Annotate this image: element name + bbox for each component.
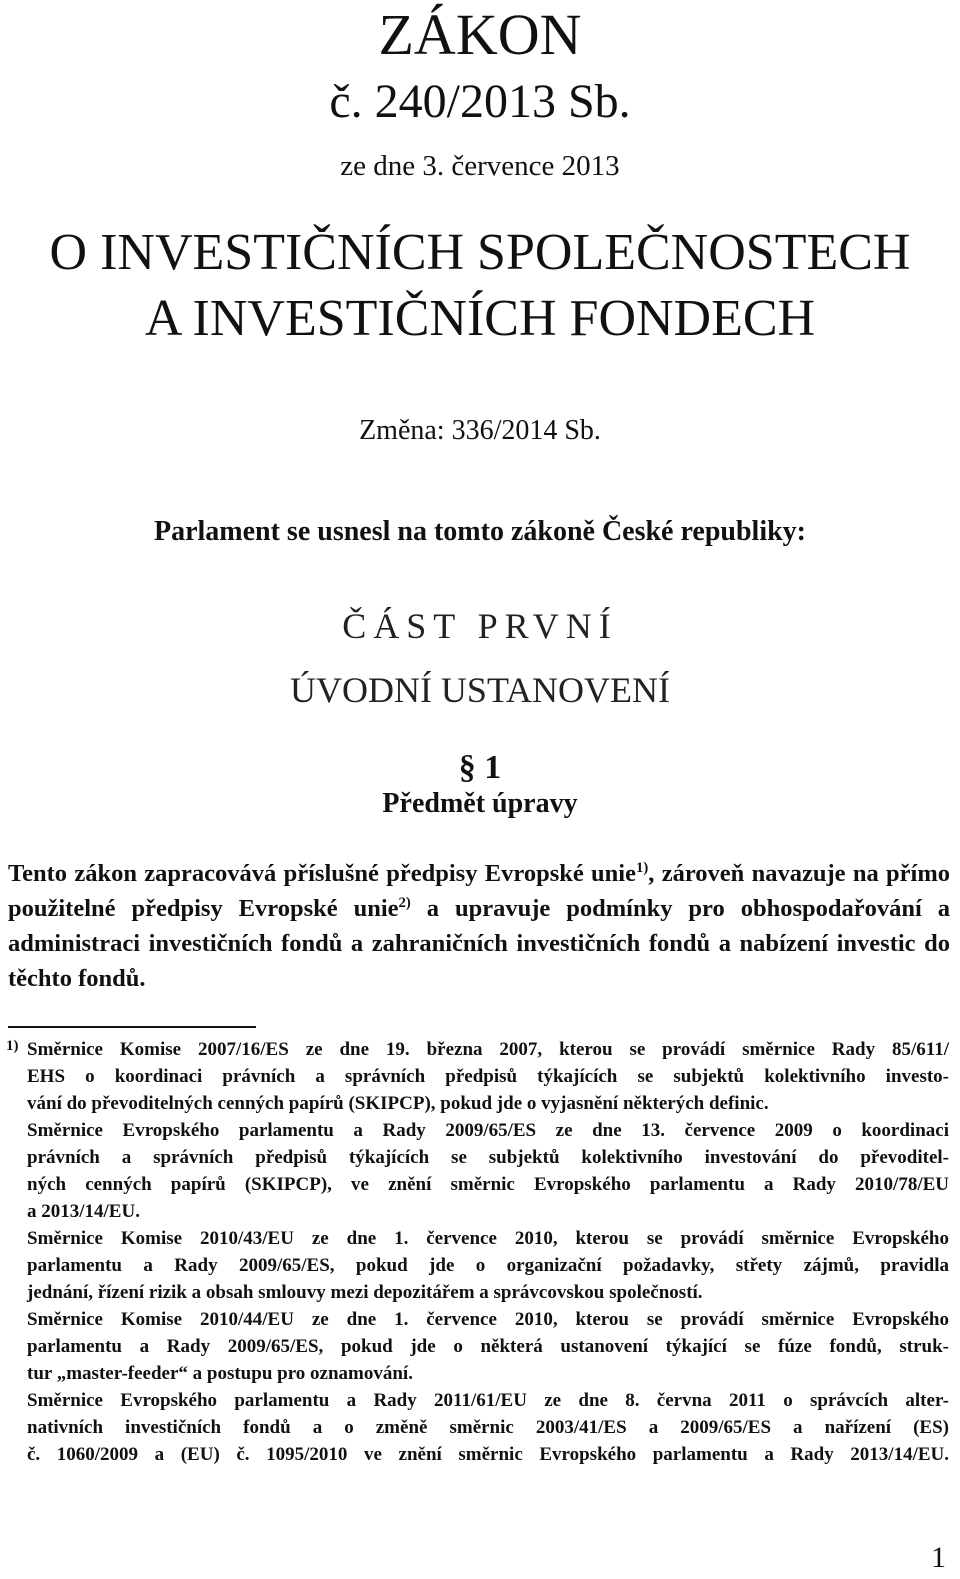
law-heading: ZÁKON [378,2,582,67]
section-title: Předmět úpravy [382,788,578,819]
law-number: č. 240/2013 Sb. [329,75,631,128]
footnote-line: Směrnice Komise 2010/43/EU ze dne 1. července 2010, kterou se provádí směrnice Evropského [27,1228,949,1249]
law-title-line-2: A INVESTIČNÍCH FONDECH [144,290,816,347]
section-body-text-3: a upravuje podmínky pro obhospodařování a administraci investičních fondů a zahraničních investičních fondů a nabízení investic do těchto fondů. [8,895,951,992]
amendment-note: Změna: 336/2014 Sb. [359,415,601,446]
law-title [0,220,960,352]
footnote-line: a 2013/14/EU. [27,1201,140,1222]
footnote-line: vání do převoditelných cenných papírů (SKIPCP), pokud jde o vyjasnění některých definic. [27,1093,769,1114]
section-body-text-2: , zároveň navazuje na přímo použitelné předpisy Evropské unie [8,860,950,922]
footnote-line: parlamentu a Rady 2009/65/ES, pokud jde o organizační požadavky, střety zájmů, pravidla [27,1255,949,1276]
footnote-line: nativních investičních fondů a o změně směrnic 2003/41/ES a 2009/65/ES a nařízení (ES) [27,1417,949,1438]
footnote-line: EHS o koordinaci právních a správních předpisů týkajících se subjektů kolektivního investo- [27,1066,949,1087]
section-number: § 1 [458,749,502,786]
law-title-line-1: O INVESTIČNÍCH SPOLEČNOSTECH [49,224,911,281]
footnote-ref-2: 2) [398,894,411,911]
part-name: ÚVODNÍ USTANOVENÍ [289,670,671,710]
footnote-line: ných cenných papírů (SKIPCP), ve znění směrnic Evropského parlamentu a Rady 2010/78/EU [27,1174,949,1195]
footnote-line: Směrnice Evropského parlamentu a Rady 2011/61/EU ze dne 8. června 2011 o správcích alter- [27,1390,949,1411]
footnote-block [27,1036,949,1468]
section-body-text-1: Tento zákon zapracovává příslušné předpisy Evropské unie [8,860,636,887]
footnote-line: Směrnice Komise 2007/16/ES ze dne 19. března 2007, kterou se provádí směrnice Rady 85/611/ [27,1039,949,1060]
section-body [8,856,950,996]
footnote-mark: 1) [6,1038,19,1054]
footnote-divider [8,1026,256,1028]
footnote-ref-1: 1) [636,859,649,876]
law-date: ze dne 3. července 2013 [340,150,620,182]
footnote-line: parlamentu a Rady 2009/65/ES, pokud jde o některá ustanovení týkající se fúze fondů, struk- [27,1336,949,1357]
footnote-line: jednání, řízení rizik a obsah smlouvy mezi depozitářem a správcovskou společností. [27,1282,703,1303]
preamble: Parlament se usnesl na tomto zákoně České republiky: [153,516,807,547]
footnote-line: Směrnice Evropského parlamentu a Rady 2009/65/ES ze dne 13. července 2009 o koordinaci [27,1120,949,1141]
footnote-line: právních a správních předpisů týkajících se subjektů kolektivního investování do převoditel- [27,1147,949,1168]
page-number: 1 [931,1541,946,1574]
footnote-line: č. 1060/2009 a (EU) č. 1095/2010 ve znění směrnic Evropského parlamentu a Rady 2013/14/EU. [27,1444,949,1465]
footnote-line: Směrnice Komise 2010/44/EU ze dne 1. července 2010, kterou se provádí směrnice Evropského [27,1309,949,1330]
part-label: ČÁST PRVNÍ [342,606,618,646]
footnote-line: tur „master-feeder“ a postupu pro oznamování. [27,1363,413,1384]
